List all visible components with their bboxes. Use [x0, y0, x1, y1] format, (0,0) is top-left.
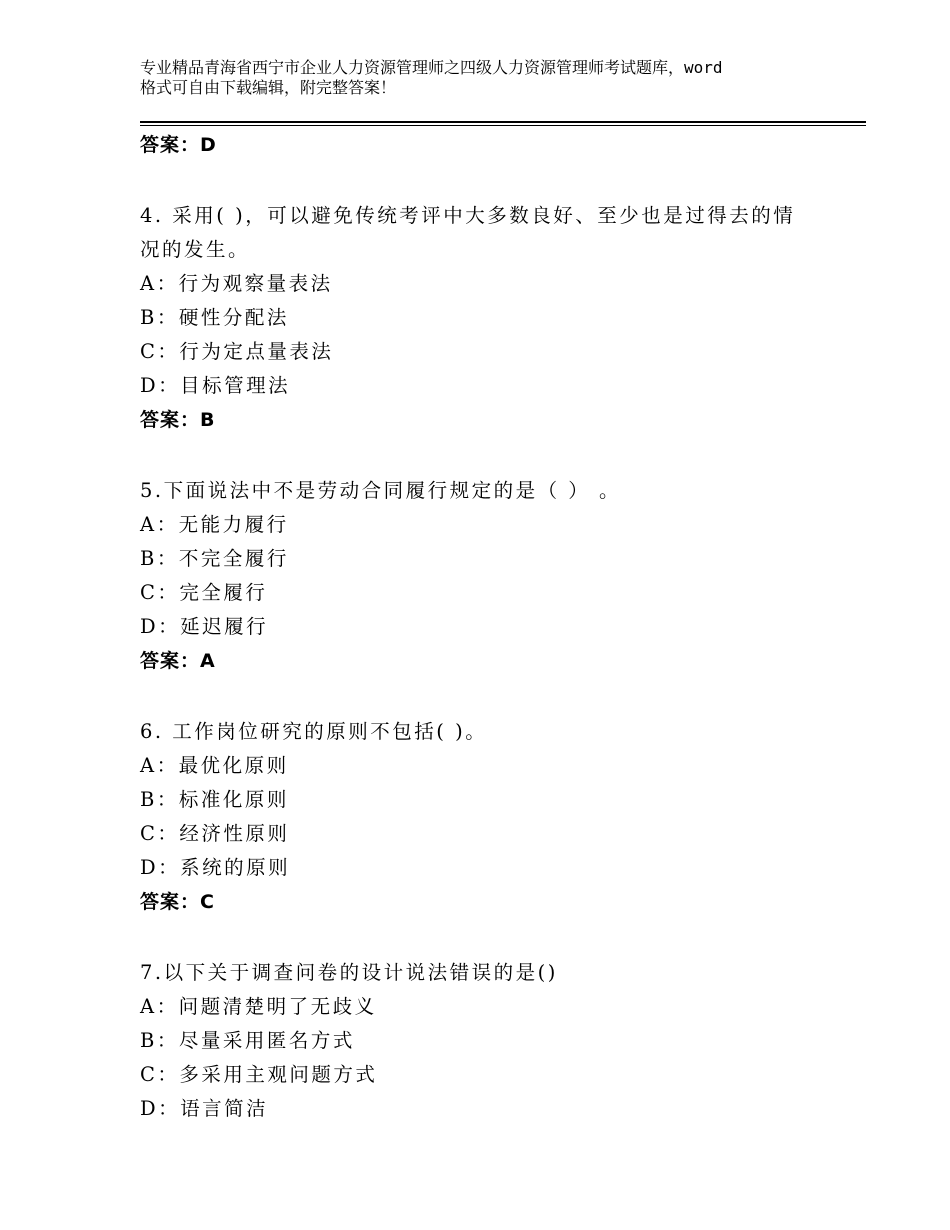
option-d: D：延迟履行	[140, 615, 269, 638]
question-5	[140, 474, 840, 678]
header-rule-thick	[140, 121, 866, 123]
document-header	[140, 58, 830, 98]
question-stem: 4. 采用( )，可以避免传统考评中大多数良好、至少也是过得去的情	[140, 204, 796, 227]
option-c: C：多采用主观问题方式	[140, 1063, 378, 1086]
option-b: B：尽量采用匿名方式	[140, 1029, 355, 1052]
option-b: B：不完全履行	[140, 547, 289, 570]
question-6	[140, 715, 840, 919]
question-stem: 况的发生。	[140, 238, 251, 261]
header-rule-thin	[140, 125, 866, 126]
answer-line: 答案：A	[140, 650, 216, 672]
question-list	[140, 128, 840, 1126]
option-d: D：系统的原则	[140, 856, 291, 879]
header-line-2: 格式可自由下载编辑，附完整答案！	[140, 78, 397, 97]
question-4	[140, 199, 840, 437]
option-b: B：标准化原则	[140, 788, 289, 811]
option-c: C：完全履行	[140, 581, 268, 604]
option-a: A：最优化原则	[140, 754, 289, 777]
option-c: C：行为定点量表法	[140, 340, 334, 363]
option-d: D：语言简洁	[140, 1097, 269, 1120]
answer-line: 答案：C	[140, 891, 215, 913]
option-a: A：无能力履行	[140, 513, 289, 536]
question-stem: 7.以下关于调查问卷的设计说法错误的是()	[140, 961, 558, 984]
header-line-1: 专业精品青海省西宁市企业人力资源管理师之四级人力资源管理师考试题库，word	[140, 58, 723, 77]
answer-line: 答案：B	[140, 409, 216, 431]
option-a: A：问题清楚明了无歧义	[140, 995, 377, 1018]
option-c: C：经济性原则	[140, 822, 290, 845]
question-7	[140, 956, 840, 1126]
question-stem: 6. 工作岗位研究的原则不包括( )。	[140, 720, 488, 743]
option-d: D：目标管理法	[140, 374, 291, 397]
answer-line: 答案：D	[140, 134, 217, 156]
option-b: B：硬性分配法	[140, 306, 289, 329]
question-stem: 5.下面说法中不是劳动合同履行规定的是（ ） 。	[140, 479, 622, 502]
option-a: A：行为观察量表法	[140, 272, 333, 295]
